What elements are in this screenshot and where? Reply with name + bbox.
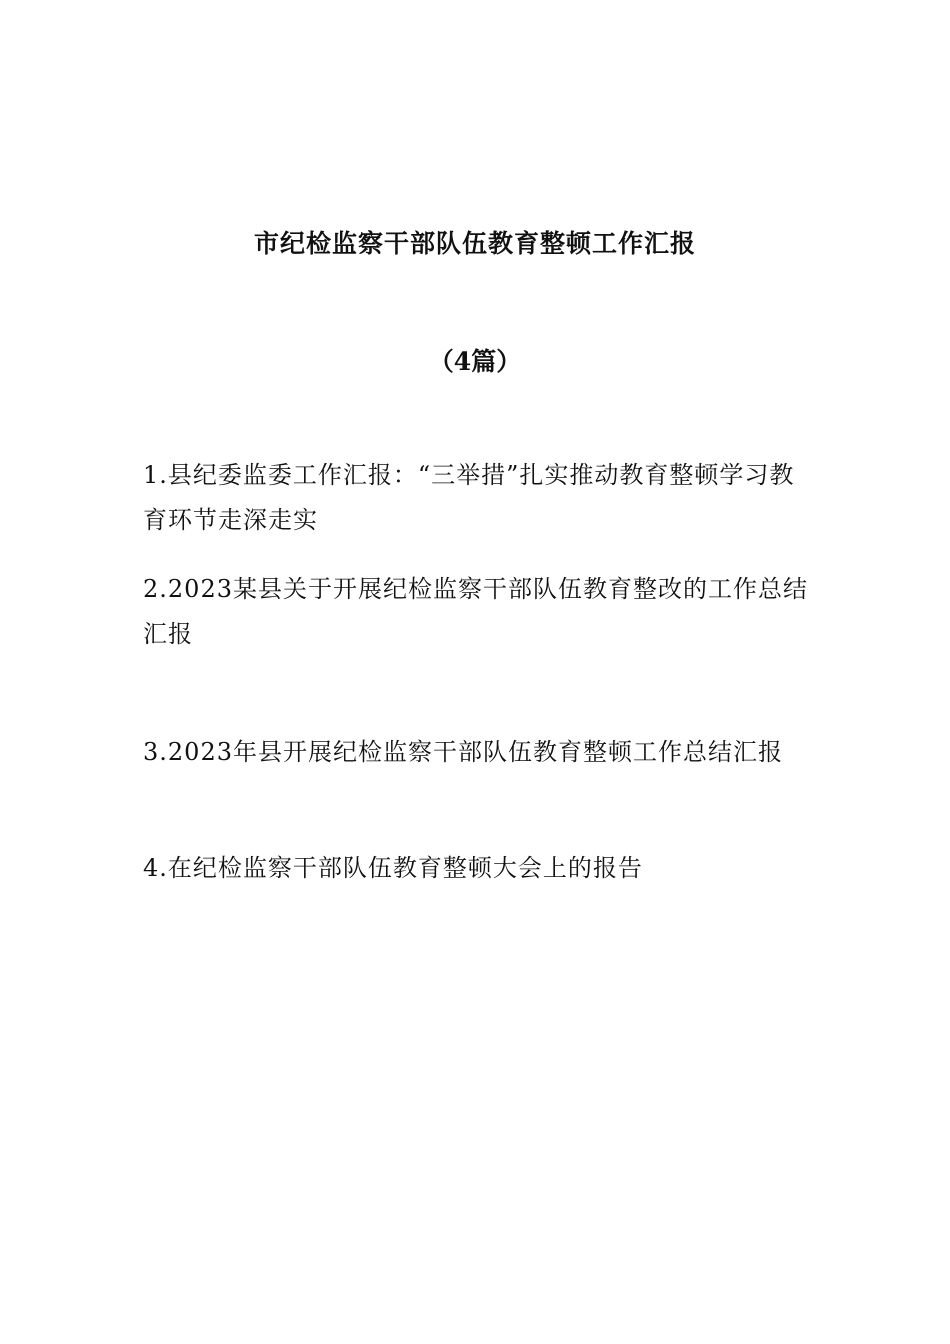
- document-subtitle: （4篇）: [428, 347, 522, 376]
- list-item: 2.2023某县关于开展纪检监察干部队伍教育整改的工作总结汇报: [143, 575, 808, 648]
- list-item: 1.县纪委监委工作汇报：“三举措”扎实推动教育整顿学习教育环节走深走实: [143, 461, 795, 534]
- document-title: 市纪检监察干部队伍教育整顿工作汇报: [253, 229, 696, 258]
- list-item: 3.2023年县开展纪检监察干部队伍教育整顿工作总结汇报: [143, 738, 783, 766]
- list-item: 4.在纪检监察干部队伍教育整顿大会上的报告: [143, 854, 643, 882]
